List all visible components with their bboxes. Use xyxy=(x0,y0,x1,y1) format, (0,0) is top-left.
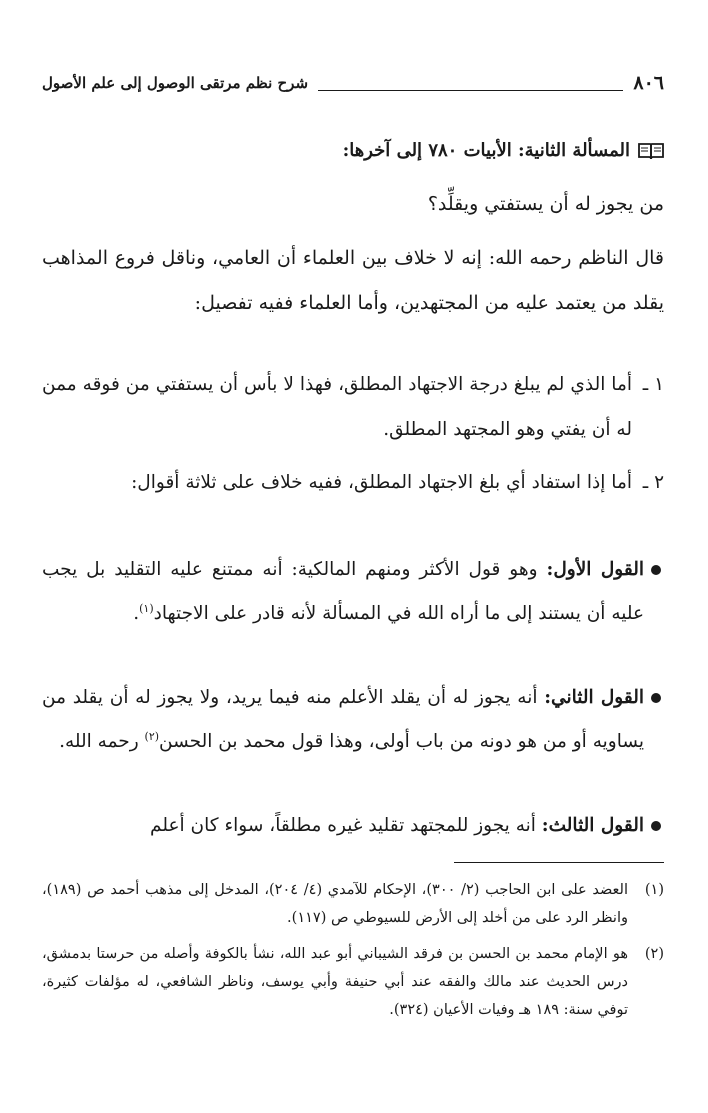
bullet-icon xyxy=(644,676,664,764)
opinion-2 xyxy=(42,676,664,764)
running-title: شرح نظم مرتقى الوصول إلى علم الأصول xyxy=(42,74,309,92)
bullet-icon xyxy=(644,804,664,848)
footnote-separator xyxy=(454,862,664,863)
opinion-1 xyxy=(42,548,664,636)
footnote-2 xyxy=(42,940,664,1024)
intro-paragraph: قال الناظم رحمه الله: إنه لا خلاف بين العلماء أن العامي، وناقل فروع المذاهب يقلد من يعتمد عليه من المجتهدين، وأما العلماء ففيه تفصيل: xyxy=(42,247,664,314)
opinion-text: وهو قول الأكثر ومنهم المالكية: أنه ممتنع عليه التقليد بل يجب عليه أن يستند إلى ما أراه الله في المسألة لأنه قادر على الاجتهاد xyxy=(42,559,644,624)
footnote-text: هو الإمام محمد بن الحسن بن فرقد الشيباني أبو عبد الله، نشأ بالكوفة وأصله من حرستا بدمشق، درس الحديث عند مالك والفقه عند أبي حنيفة وأبي يوسف، وناظر الشافعي، له مؤلفات كثيرة، توفي سنة: ١٨٩ هـ وفيات الأعيان (٣٢٤). xyxy=(42,946,628,1018)
header-rule xyxy=(318,90,623,91)
opinion-lead: القول الثاني: xyxy=(544,687,644,708)
opinion-3 xyxy=(42,804,664,848)
numbered-item-2 xyxy=(42,460,664,505)
question-line: من يجوز له أن يستفتي ويقلِّد؟ xyxy=(427,193,664,215)
opinion-lead: القول الأول: xyxy=(546,559,644,580)
bullet-icon xyxy=(644,548,664,636)
item-number: ٢ ـ xyxy=(642,472,664,493)
footnote-number: (٢) xyxy=(644,946,664,962)
footnote-ref[interactable]: (٢) xyxy=(144,729,160,743)
item-text: أما الذي لم يبلغ درجة الاجتهاد المطلق، فهذا لا بأس أن يستفتي من فوقه ممن له أن يفتي وهو المجتهد المطلق. xyxy=(42,374,632,440)
item-number: ١ ـ xyxy=(642,374,664,395)
opinion-lead: القول الثالث: xyxy=(541,815,644,836)
opinion-text: أنه يجوز له أن يقلد الأعلم منه فيما يريد، ولا يجوز له أن يقلد من يساويه أو من هو دونه من باب أولى، وهذا قول محمد بن الحسن xyxy=(42,687,644,752)
page-header xyxy=(42,68,664,98)
numbered-item-1 xyxy=(42,362,664,452)
footnote-text: العضد على ابن الحاجب (٢/ ٣٠٠)، الإحكام للآمدي (٤/ ٢٠٤)، المدخل إلى مذهب أحمد ص (١٨٩)، وانظر الرد على من أخلد إلى الأرض للسيوطي ص (١١٧). xyxy=(42,882,628,926)
section-title: المسألة الثانية: الأبيات ٧٨٠ إلى آخرها: xyxy=(342,140,630,161)
page-number: ٨٠٦ xyxy=(633,72,664,94)
open-book-icon xyxy=(638,141,664,161)
opinion-text: أنه يجوز للمجتهد تقليد غيره مطلقاً، سواء كان أعلم xyxy=(150,815,536,836)
section-heading xyxy=(42,140,664,161)
footnote-number: (١) xyxy=(644,882,664,898)
footnote-1 xyxy=(42,876,664,932)
item-text: أما إذا استفاد أي بلغ الاجتهاد المطلق، ففيه خلاف على ثلاثة أقوال: xyxy=(131,472,632,493)
footnote-ref[interactable]: (١) xyxy=(139,601,154,615)
opinion-tail: . xyxy=(133,603,140,624)
opinion-tail: رحمه الله. xyxy=(59,731,145,752)
